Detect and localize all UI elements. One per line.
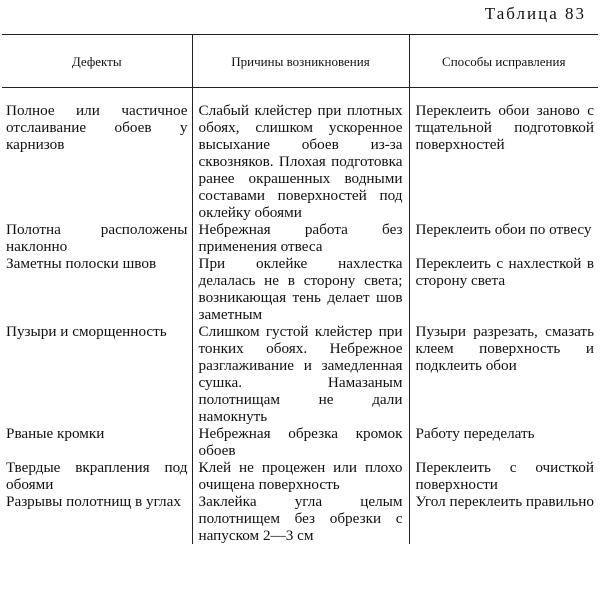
remedy-cell: Переклеить обои по отвесу	[409, 221, 598, 255]
header-causes: Причины возникновения	[192, 35, 409, 88]
defect-cell: Твердые вкрапления под обоями	[6, 459, 188, 493]
defect-cell: Пузыри и сморщенность	[6, 323, 167, 340]
table-row	[2, 493, 598, 544]
defect-cell: Разрывы полотнищ в углах	[6, 493, 181, 510]
header-row	[2, 35, 598, 88]
table-row	[2, 323, 598, 425]
remedy-cell: Угол переклеить правильно	[409, 493, 598, 544]
cause-cell: При оклейке нахлестка делалась не в сторону света; возникающая тень делает шов заметным	[192, 255, 409, 323]
defect-cell: Заметны полоски швов	[6, 255, 157, 272]
defect-cell: Полотна расположены наклонно	[6, 221, 188, 255]
remedy-cell: Переклеить с очисткой поверхности	[409, 459, 598, 493]
cause-cell: Небрежная обрезка кромок обоев	[192, 425, 409, 459]
table-row	[2, 88, 598, 222]
table-row	[2, 425, 598, 459]
remedy-cell: Переклеить с нахлесткой в сторону света	[409, 255, 598, 323]
table-row	[2, 459, 598, 493]
table-row	[2, 255, 598, 323]
table-row	[2, 221, 598, 255]
table-caption: Таблица 83	[484, 4, 586, 23]
remedy-cell: Переклеить обои заново с тщательной подготовкой поверхностей	[409, 88, 598, 222]
cause-cell: Заклейка угла целым полотнищем без обрезки с напуском 2—3 см	[192, 493, 409, 544]
header-defects: Дефекты	[2, 35, 192, 88]
defect-cell: Рваные кромки	[6, 425, 105, 442]
defects-table	[2, 34, 598, 544]
cause-cell: Слишком густой клейстер при тонких обоях. Небрежное разглаживание и замедленная сушка. Намазаным полотнищам не дали намокнуть	[192, 323, 409, 425]
defect-cell: Полное или частичное отслаивание обоев у карнизов	[6, 102, 188, 153]
cause-cell: Слабый клейстер при плотных обоях, слишком ускоренное высыхание обоев из-за сквозняков. Плохая подготовка ранее окрашенных водными составами поверхностей под оклейку обоями	[192, 88, 409, 222]
remedy-cell: Пузыри разрезать, смазать клеем поверхность и подклеить обои	[409, 323, 598, 425]
cause-cell: Небрежная работа без применения отвеса	[192, 221, 409, 255]
header-remedies: Способы исправления	[409, 35, 598, 88]
cause-cell: Клей не процежен или плохо очищена поверхность	[192, 459, 409, 493]
remedy-cell: Работу переделать	[409, 425, 598, 459]
